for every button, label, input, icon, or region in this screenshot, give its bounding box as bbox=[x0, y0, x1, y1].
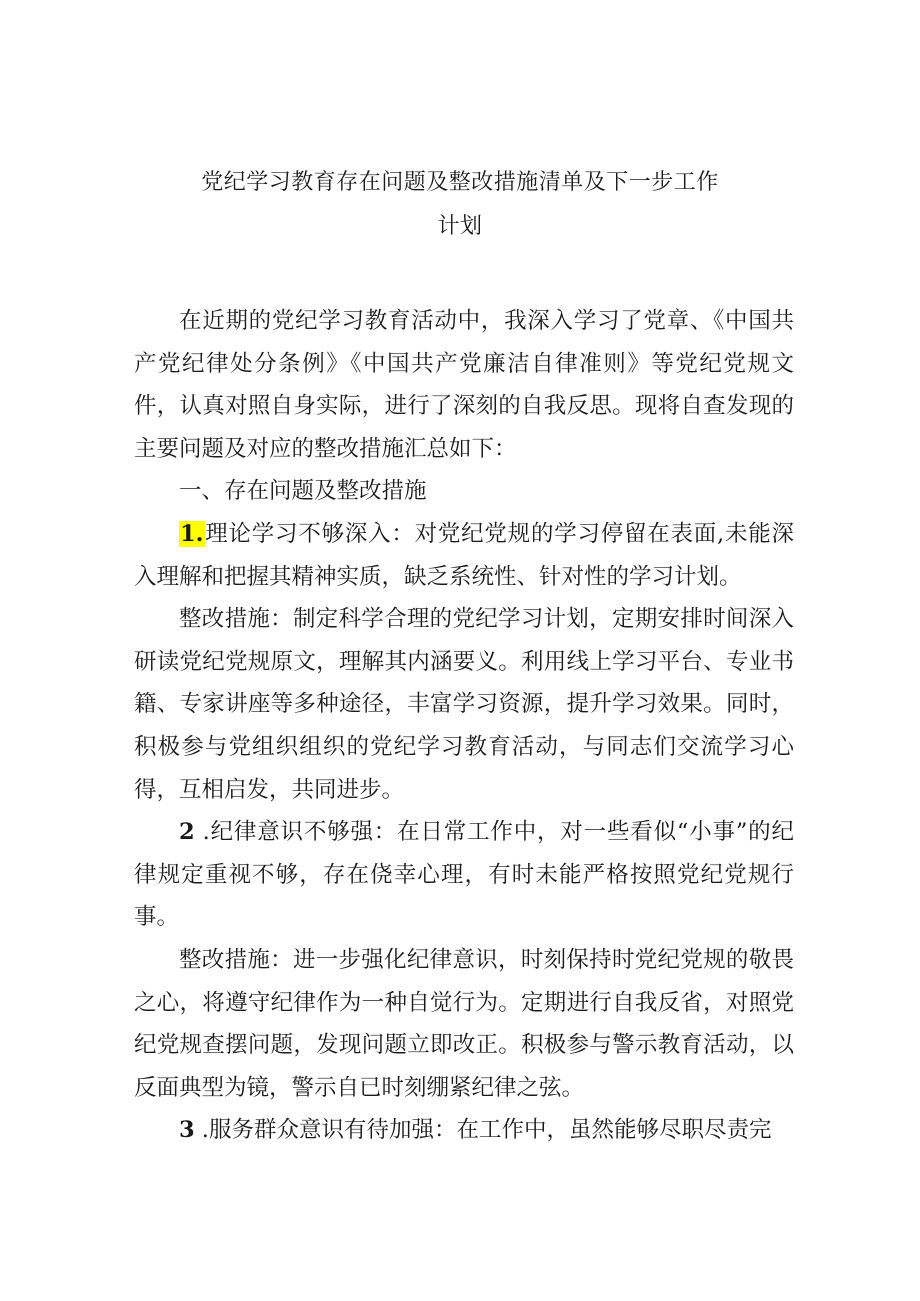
intro-paragraph: 在近期的党纪学习教育活动中，我深入学习了党章、《中国共产党纪律处分条例》《中国共产党廉洁自律准则》等党纪党规文件，认真对照自身实际，进行了深刻的自我反思。现将自查发现的主要问题及对应的整改措施汇总如下： bbox=[134, 308, 794, 462]
document-body bbox=[134, 300, 794, 1152]
problem-item-1-text: 理论学习不够深入：对党纪党规的学习停留在表面,未能深入理解和把握其精神实质，缺乏系统性、针对性的学习计划。 bbox=[134, 520, 794, 590]
measure-paragraph-1: 整改措施：制定科学合理的党纪学习计划，定期安排时间深入研读党纪党规原文，理解其内涵要义。利用线上学习平台、专业书籍、专家讲座等多种途径，丰富学习资源，提升学习效果。同时，积极参与党组织组织的党纪学习教育活动，与同志们交流学习心得，互相启发，共同进步。 bbox=[134, 606, 794, 803]
problem-item-1 bbox=[134, 513, 794, 598]
item-number-highlighted: 1. bbox=[180, 520, 204, 547]
measure-paragraph-2: 整改措施：进一步强化纪律意识，时刻保持时党纪党规的敬畏之心，将遵守纪律作为一种自觉行为。定期进行自我反省，对照党纪党规查摆问题，发现问题立即改正。积极参与警示教育活动，以反面典型为镜，警示自已时刻绷紧纪律之弦。 bbox=[134, 946, 794, 1101]
document-title-line1: 党纪学习教育存在问题及整改措施清单及下一步工作 bbox=[201, 170, 719, 195]
problem-item-2 bbox=[134, 811, 794, 939]
document-title-line2: 计划 bbox=[437, 214, 483, 239]
item-number: 2 bbox=[179, 819, 195, 846]
problem-item-2-text: .纪律意识不够强：在日常工作中，对一些看似“小事”的纪律规定重视不够，存在侥幸心理，有时未能严格按照党纪党规行事。 bbox=[134, 819, 794, 931]
item-number: 3 bbox=[179, 1117, 195, 1144]
section-heading: 一、存在问题及整改措施 bbox=[179, 478, 427, 505]
problem-item-3-text: .服务群众意识有待加强：在工作中，虽然能够尽职尽责完 bbox=[194, 1117, 772, 1144]
problem-item-3 bbox=[134, 1109, 794, 1152]
